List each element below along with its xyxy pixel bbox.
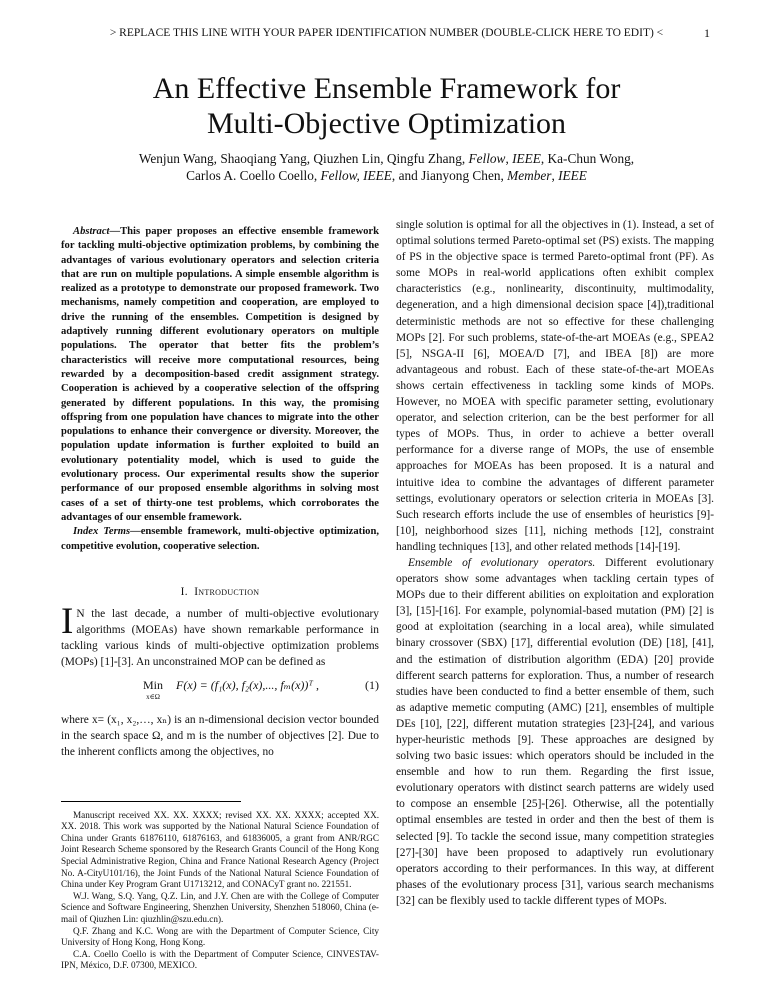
intro-paragraph-2: where x= (x₁, x₂,…, xₙ) is an n-dimensional decision vector bounded in the search space Ω, and m is the number of objectives [2]. Due to the inherent conflicts among the objectives, no xyxy=(61,714,379,759)
abstract-label: Abstract xyxy=(73,226,110,237)
section-numeral: I. xyxy=(180,585,188,598)
equation-1 xyxy=(61,672,379,708)
footnote-affiliation-cinvestav: C.A. Coello Coello is with the Department of Computer Science, CINVESTAV-IPN, México, D.F. 07300, MEXICO. xyxy=(61,948,379,971)
index-terms xyxy=(61,525,379,554)
title-line-2: Multi-Objective Optimization xyxy=(206,107,567,140)
equation-min-subscript: x∈Ω xyxy=(146,693,160,702)
authors-line1-rest: , Ka-Chun Wong, xyxy=(540,151,635,166)
authors-line2-fellow: Fellow, IEEE xyxy=(320,168,392,183)
paragraph-lead-ensemble-operators: Ensemble of evolutionary operators. xyxy=(408,556,596,569)
footnote-manuscript: Manuscript received XX. XX. XXXX; revised XX. XX. XXXX; accepted XX. XX. 2018. This work was supported by the National Natural Science Foundation of China under Grants 61876110, 61876163, and 61836005, a grant from ANR/RGC Joint Research Scheme sponsored by the Research Grants Council of the Hong Kong Special Administrative Region, China and France National Research Agency (Project No. A-CityU101/16), the Joint Funds of the National Natural Science Foundation of China under Key Program Grant U1713212, and CONACyT grant no. 221551. xyxy=(61,809,379,890)
abstract-text: —This paper proposes an effective ensemble framework for tackling multi-objective optimization problems, by combining the advantages of various evolutionary operators and selection criteria that are run on multiple populations. A simple ensemble algorithm is realized as a prototype to demonstrate our proposed framework. Two mechanisms, namely competition and cooperation, are employed to drive the running of the ensembles. Competition is designed by adaptively running different evolutionary operators on multiple populations. The operator that better fits the problem’s characteristics will receive more computational resources, being rewarded by a decomposition-based credit assignment strategy. Cooperation is achieved by a cooperative selection of the offspring generated by different populations. In this way, the promising offspring from one population have chances to migrate into the other populations to enhance their convergence or diversity. Moreover, the population update information is further exploited to build an evolutionary potentiality model, which is used to guide the evolutionary process. Our experimental results show the superior performance of our proposed ensemble algorithms in solving most cases of a set of thirty-one test problems, which corroborates the advantages of our ensemble framework. xyxy=(61,226,379,523)
footnote-divider xyxy=(61,801,241,802)
footnote-affiliation-szu: W.J. Wang, S.Q. Yang, Q.Z. Lin, and J.Y. Chen are with the College of Computer Science and Software Engineering, Shenzhen University, Shenzhen 518060, China (e-mail of Qiuzhen Lin: qiuzhlin@szu.edu.cn). xyxy=(61,890,379,924)
authors-line2-member: Member xyxy=(507,168,552,183)
footnote-affiliation-cityu: Q.F. Zhang and K.C. Wong are with the Department of Computer Science, City University of Hong Kong, Hong Kong. xyxy=(61,925,379,948)
intro-paragraph-1-text: N the last decade, a number of multi-objective evolutionary algorithms (MOEAs) have shown remarkable performance in tackling various kinds of multi-objective optimization problems (MOPs) [1]-[3]. An unconstrained MOP can be defined as xyxy=(61,607,379,669)
equation-min-operator xyxy=(143,677,163,701)
index-terms-text: —ensemble framework, multi-objective optimization, competitive evolution, cooperative selection. xyxy=(61,526,379,552)
author-list xyxy=(60,150,713,184)
intro-paragraph-4-text: Different evolutionary operators show some advantages when tackling certain types of MOPs due to their different abilities on exploitation and exploration [3], [15]-[16]. For example, polynomial-based mutation (PM) [2] is good at exploitation (searching in a local area), while simulated binary crossover (SBX) [17], differential evolution (DE) [18], [41], and the estimation of distribution algorithm (EDA) [20] provide different search patterns for exploration. Thus, a number of research studies have been conducted to find a better ensemble of them, such as adaptive memetic computing (AMC) [21], ensembles of multiple DEs [10], [22], different mutation strategies [23]-[24], and various hyper-heuristic methods [9]. These approaches are designed by solving two basic issues: which operators should be included in the ensemble and how to run them. Regarding the first issue, evolutionary operators with distinct search patterns are widely used to compose an ensemble [25]-[26]. Otherwise, all the potentially optimal ensembles are tested in order and then the best of them is selected [9]. To tackle the second issue, many competition strategies [27]-[30] have been proposed to adaptively run evolutionary operators according to their performances. In this way, at different phases of the evolutionary process [31], various search mechanisms [32] can be flexibly used to tackle different types of MOPs. xyxy=(396,556,714,907)
authors-line2-comma: , xyxy=(551,168,559,183)
left-column xyxy=(61,225,379,972)
paper-title xyxy=(60,71,713,141)
authors-line2-names: Carlos A. Coello Coello, xyxy=(186,168,321,183)
section-title: Introduction xyxy=(194,585,260,598)
authors-line1-comma: , xyxy=(505,151,513,166)
authors-line2-ieee: IEEE xyxy=(558,168,587,183)
authors-line1-ieee: IEEE xyxy=(512,151,541,166)
equation-body: F(x) = (f₁(x), f₂(x),..., fₘ(x))ᵀ , xyxy=(176,678,320,693)
running-header: > REPLACE THIS LINE WITH YOUR PAPER IDENTIFICATION NUMBER (DOUBLE-CLICK HERE TO EDIT) < xyxy=(109,27,664,39)
equation-min-label: Min xyxy=(143,678,164,693)
title-line-1: An Effective Ensemble Framework for xyxy=(152,72,621,105)
equation-number: (1) xyxy=(365,678,379,693)
section-heading-introduction xyxy=(61,584,379,600)
intro-paragraph-4 xyxy=(396,555,714,909)
authors-line1-names: Wenjun Wang, Shaoqiang Yang, Qiuzhen Lin, Qingfu Zhang, xyxy=(138,151,469,166)
index-terms-label: Index Terms xyxy=(73,526,131,538)
page-number: 1 xyxy=(704,26,710,40)
right-column xyxy=(396,217,714,909)
authors-line2-rest: , and Jianyong Chen, xyxy=(391,168,508,183)
intro-paragraph-3: single solution is optimal for all the objectives in (1). Instead, a set of optimal solutions termed Pareto-optimal set (PS) exists. The mapping of PS in the objective space is termed Pareto-optimal front (PF). As some MOPs in real-world applications often exhibit complex characteristics (e.g., nonlinearity, discontinuity, multimodality, degeneration, and a high dimensional decision space [4]),traditional deterministic methods are not so effective for these challenging MOPs [2]. For such problems, state-of-the-art MOEAs (e.g., SPEA2 [5], NSGA-II [6], MOEA/D [7], and IBEA [8]) are more advantageous and robust. Each of these state-of-the-art MOEAs shows certain effectiveness in tackling some kinds of MOPs. However, no MOEA with specific parameter setting, evolutionary operator, and selection criterion, can be the best performer for all types of MOPs. Thus, in order to achieve a better overall performance for a diverse range of MOPs, the use of ensemble approaches for MOEAs has been proposed. It is a natural and intuitive idea to combine the advantages of different parameter settings, evolutionary operators or selection criteria in MOEAs [3]. Such research efforts include the use of ensembles of heuristics [9]-[10], neighborhood sizes [11], niching methods [12], constraint handling techniques [13], and other related methods [14]-[19]. xyxy=(396,219,714,553)
abstract xyxy=(61,225,379,525)
drop-cap: I xyxy=(61,600,74,642)
intro-paragraph-1 xyxy=(61,600,379,670)
authors-line1-fellow: Fellow xyxy=(468,151,506,166)
